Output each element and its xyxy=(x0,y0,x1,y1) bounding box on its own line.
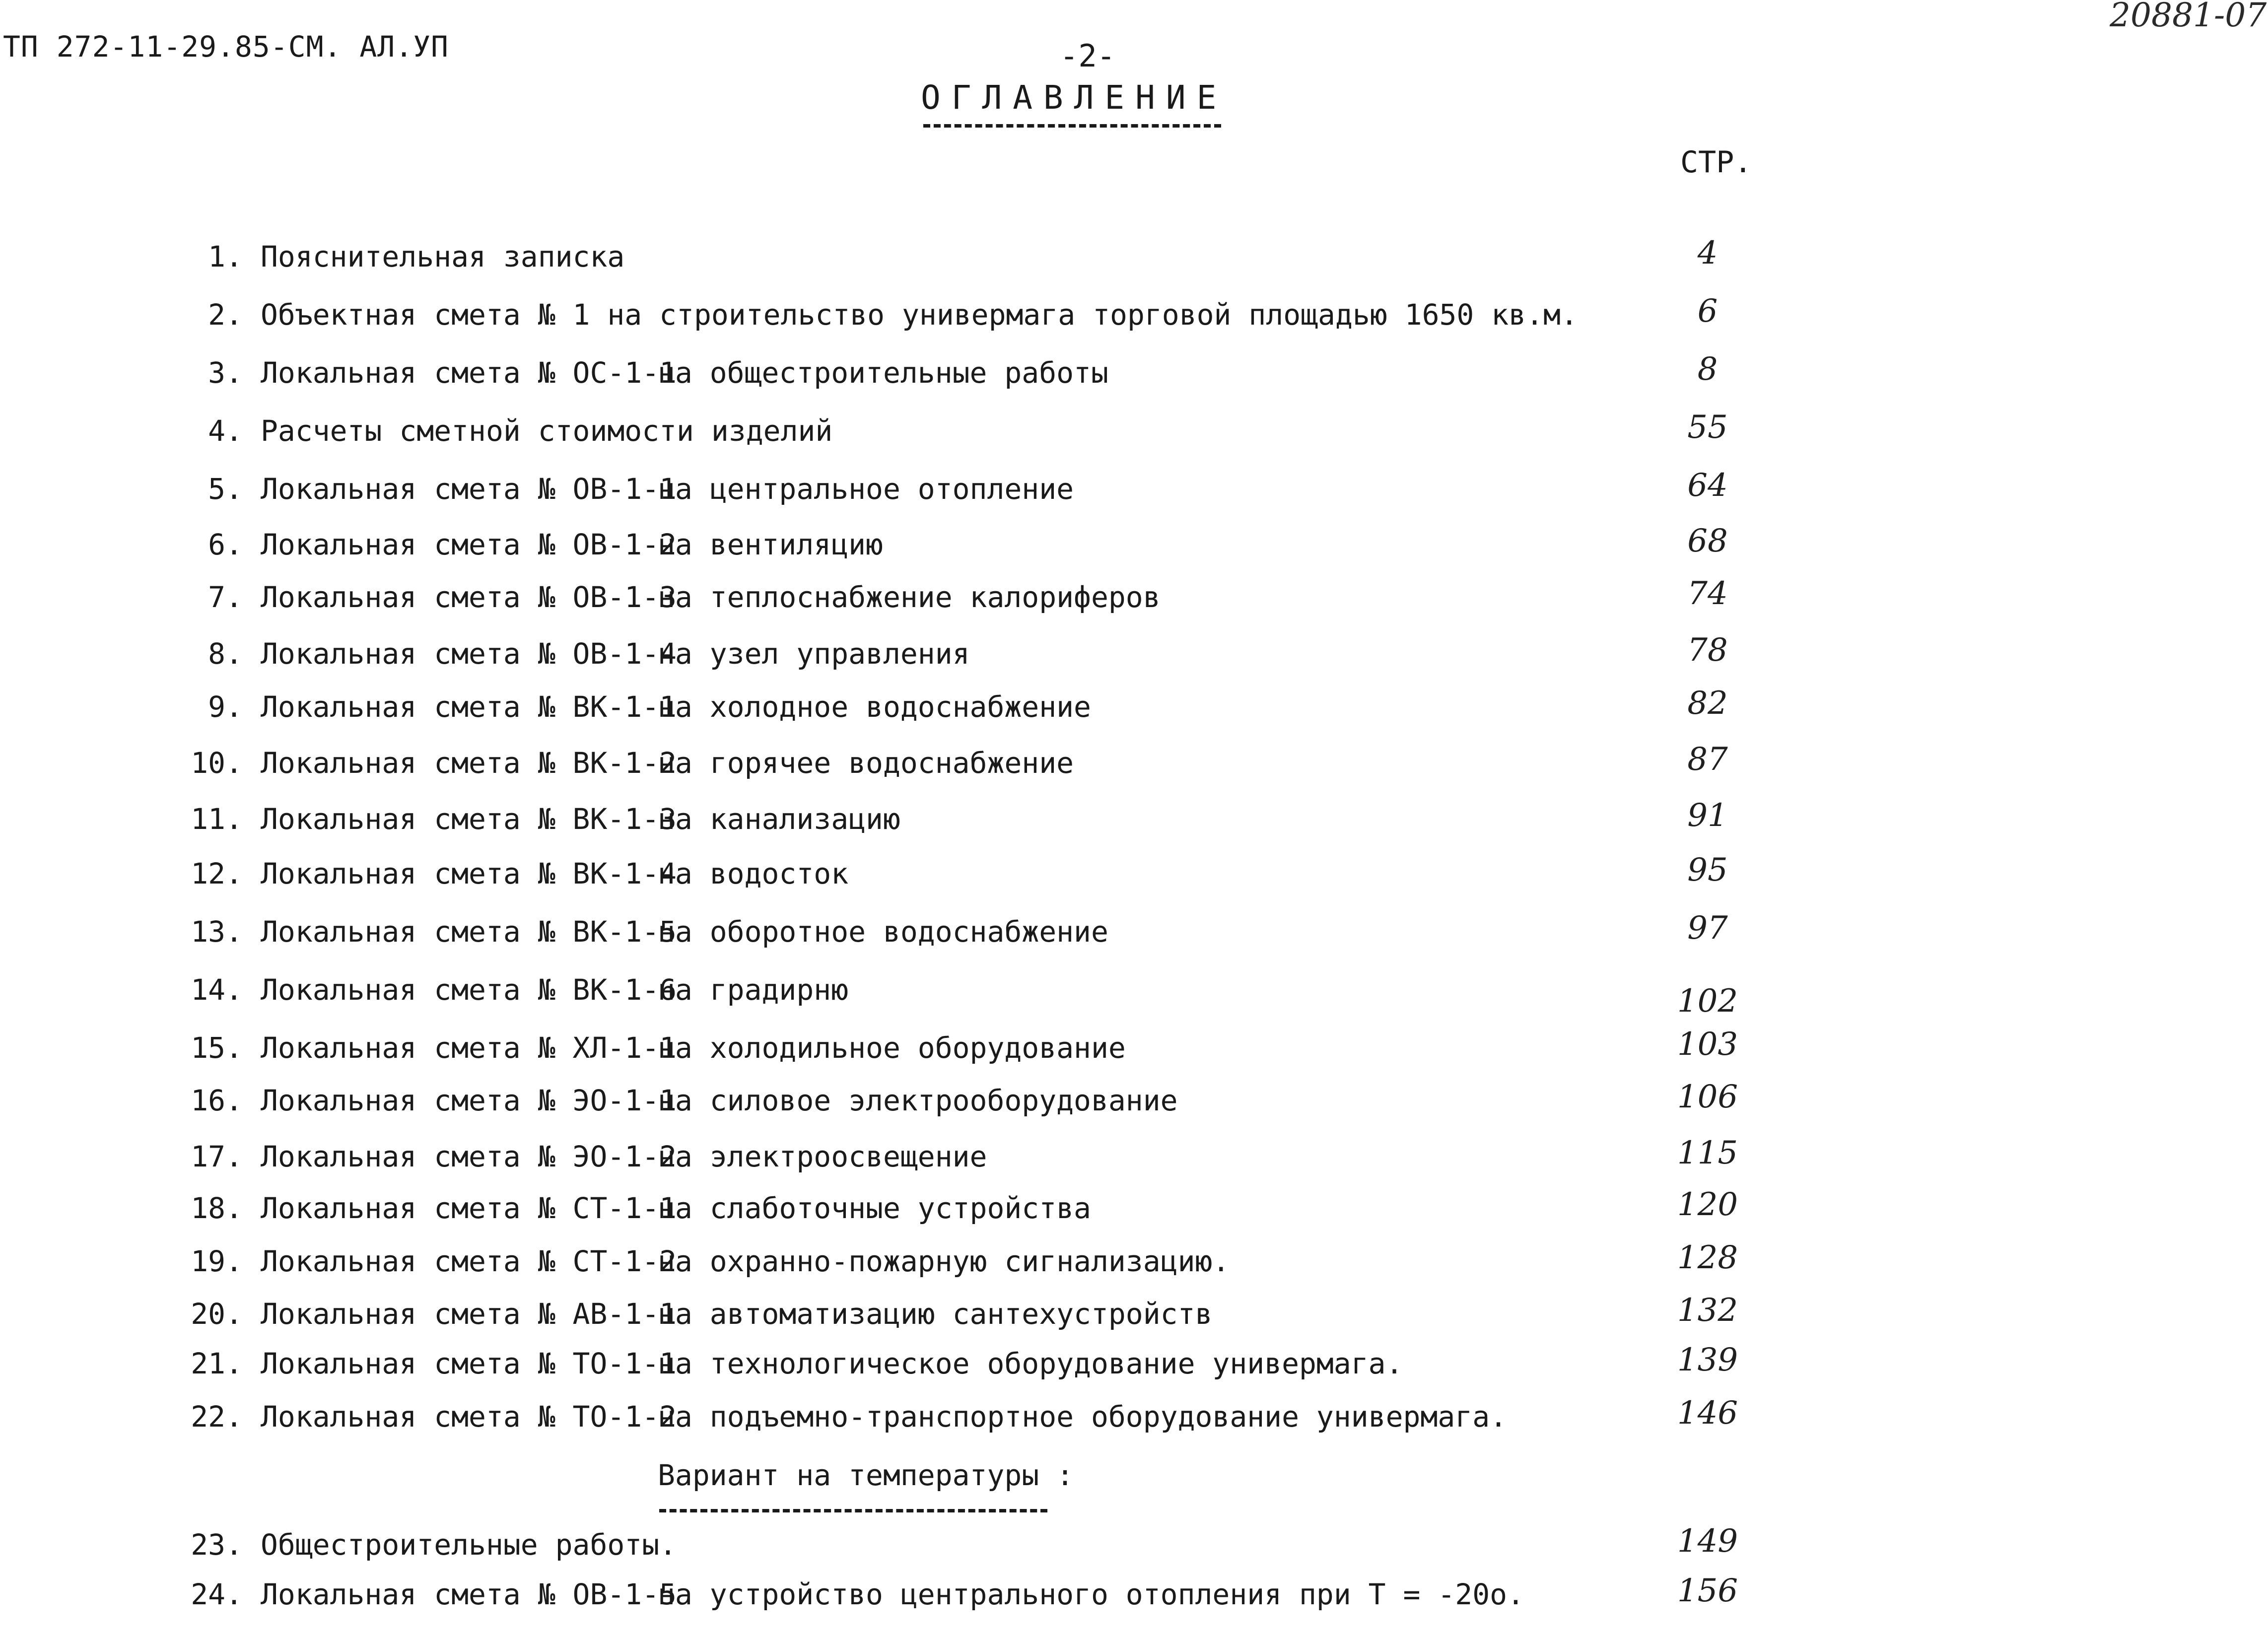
toc-item-number: 8. xyxy=(208,637,243,671)
toc-item-number: 20. xyxy=(191,1297,243,1331)
toc-item-number: 3. xyxy=(208,356,243,390)
toc-item-page: 146 xyxy=(1677,1395,1738,1432)
toc-item xyxy=(0,632,2268,677)
toc-item-title: Локальная смета № ТО-1-2 xyxy=(261,1400,677,1434)
toc-item-number: 15. xyxy=(191,1031,243,1065)
toc-item-number: 5. xyxy=(208,472,243,506)
toc-item xyxy=(0,351,2268,396)
toc-item-description: на водосток xyxy=(658,857,849,890)
toc-item-description: на охранно-пожарную сигнализацию. xyxy=(658,1244,1230,1278)
toc-item xyxy=(0,741,2268,786)
toc-item xyxy=(0,523,2268,567)
toc-item-page: 4 xyxy=(1697,235,1718,272)
toc-item-page: 64 xyxy=(1687,467,1728,504)
toc-item-page: 132 xyxy=(1677,1292,1738,1329)
toc-item-title: Локальная смета № СТ-1-2 xyxy=(261,1244,677,1278)
toc-item xyxy=(0,1342,2268,1386)
toc-item-page: 149 xyxy=(1677,1523,1738,1560)
toc-item-page: 74 xyxy=(1687,575,1728,612)
toc-item xyxy=(0,852,2268,896)
toc-item-description: на теплоснабжение калориферов xyxy=(658,580,1161,614)
toc-item-title: Локальная смета № ТО-1-1 xyxy=(261,1347,677,1380)
toc-item xyxy=(0,1026,2268,1071)
toc-item-page: 55 xyxy=(1687,409,1728,446)
toc-item-title: Локальная смета № ЭО-1-1 xyxy=(261,1084,677,1117)
page-number: -2- xyxy=(1060,38,1115,74)
toc-item-page: 87 xyxy=(1687,741,1728,778)
toc-item-title: Пояснительная записка xyxy=(261,240,625,274)
toc-item-title: Локальная смета № ЭО-1-2 xyxy=(261,1140,677,1173)
toc-item-number: 16. xyxy=(191,1084,243,1117)
toc-item-description: на силовое электрооборудование xyxy=(658,1084,1178,1117)
toc-item-number: 2. xyxy=(208,298,243,332)
toc-item xyxy=(0,1395,2268,1439)
toc-item-page: 6 xyxy=(1697,293,1718,330)
toc-item-title: Локальная смета № ОВ-1-1 xyxy=(261,472,677,506)
toc-item-number: 23. xyxy=(191,1528,243,1562)
toc-item xyxy=(0,973,2268,1020)
toc-item-page: 68 xyxy=(1687,523,1728,559)
toc-item-title: Локальная смета № ВК-1-4 xyxy=(261,857,677,890)
variant-section-title: Вариант на температуры : xyxy=(658,1458,1074,1492)
toc-item-title: Локальная смета № ВК-1-5 xyxy=(261,915,677,949)
toc-item-number: 21. xyxy=(191,1347,243,1380)
page-title: ОГЛАВЛЕНИЕ xyxy=(921,78,1228,117)
toc-item-page: 103 xyxy=(1677,1026,1738,1063)
toc-item-description: на градирню xyxy=(658,973,849,1007)
toc-item xyxy=(0,1079,2268,1123)
toc-item-number: 24. xyxy=(191,1577,243,1611)
toc-item-number: 13. xyxy=(191,915,243,949)
toc-item-description: на устройство центрального отопления при Т = -20о. xyxy=(658,1577,1524,1611)
toc-item-title: Локальная смета № ОВ-1-4 xyxy=(261,637,677,671)
toc-item-number: 7. xyxy=(208,580,243,614)
toc-variant-item xyxy=(0,1573,2268,1617)
toc-item xyxy=(0,467,2268,512)
document-code: ТП 272-11-29.85-СМ. АЛ.УП xyxy=(3,30,449,64)
toc-item-number: 9. xyxy=(208,690,243,724)
toc-item xyxy=(0,1239,2268,1284)
toc-item-number: 11. xyxy=(191,802,243,836)
toc-item xyxy=(0,1292,2268,1337)
toc-item xyxy=(0,235,2268,279)
toc-item-description: на центральное отопление xyxy=(658,472,1074,506)
toc-item-title: Локальная смета № ОВ-1-5 xyxy=(261,1577,677,1611)
toc-item-page: 82 xyxy=(1687,685,1728,722)
toc-item-description: на узел управления xyxy=(658,637,970,671)
toc-item-number: 17. xyxy=(191,1140,243,1173)
toc-item-title: Локальная смета № ВК-1-3 xyxy=(261,802,677,836)
toc-item-page: 115 xyxy=(1677,1135,1738,1171)
toc-item-title: Локальная смета № ВК-1-2 xyxy=(261,746,677,780)
toc-item-description: на холодное водоснабжение xyxy=(658,690,1091,724)
toc-item-description: на технологическое оборудование универмага. xyxy=(658,1347,1403,1380)
toc-item-number: 19. xyxy=(191,1244,243,1278)
toc-item xyxy=(0,1135,2268,1179)
toc-item-page: 8 xyxy=(1697,351,1718,388)
page-column-header: СТР. xyxy=(1680,145,1752,180)
toc-item xyxy=(0,797,2268,842)
toc-item xyxy=(0,685,2268,730)
toc-item-description: на канализацию xyxy=(658,802,900,836)
variant-section-underline xyxy=(659,1509,1047,1512)
toc-item-page: 106 xyxy=(1677,1079,1738,1115)
toc-item xyxy=(0,293,2268,338)
toc-item-title: Локальная смета № ВК-1-1 xyxy=(261,690,677,724)
toc-item-title: Расчеты сметной стоимости изделий xyxy=(261,414,833,448)
toc-item-description: на холодильное оборудование xyxy=(658,1031,1126,1065)
toc-item-page: 95 xyxy=(1687,852,1728,889)
toc-item-description: на вентиляцию xyxy=(658,528,883,561)
toc-item-title: Локальная смета № ХЛ-1-1 xyxy=(261,1031,677,1065)
toc-item-description: на автоматизацию сантехустройств xyxy=(658,1297,1213,1331)
toc-item-page: 128 xyxy=(1677,1239,1738,1276)
toc-item-title: Локальная смета № ВК-1-6 xyxy=(261,973,677,1007)
toc-item-title: Локальная смета № СТ-1-1 xyxy=(261,1191,677,1225)
toc-item-number: 18. xyxy=(191,1191,243,1225)
toc-item-number: 1. xyxy=(208,240,243,274)
toc-item-page: 120 xyxy=(1677,1186,1738,1223)
toc-item-number: 6. xyxy=(208,528,243,561)
toc-item-number: 12. xyxy=(191,857,243,890)
toc-item-description: на подъемно-транспортное оборудование универмага. xyxy=(658,1400,1508,1434)
toc-item-title: Локальная смета № АВ-1-1 xyxy=(261,1297,677,1331)
toc-item-page: 97 xyxy=(1687,910,1728,947)
archive-number: 20881-07 xyxy=(2110,0,2267,34)
toc-item-number: 4. xyxy=(208,414,243,448)
toc-item-description: на горячее водоснабжение xyxy=(658,746,1074,780)
toc-item xyxy=(0,910,2268,955)
toc-item-page: 78 xyxy=(1687,632,1728,669)
toc-variant-item xyxy=(0,1523,2268,1568)
toc-item-number: 14. xyxy=(191,973,243,1007)
toc-item-description: на общестроительные работы xyxy=(658,356,1108,390)
toc-item-title: Объектная смета № 1 на строительство универмага торговой площадью 1650 кв.м. xyxy=(261,298,1578,332)
toc-item-title: Общестроительные работы. xyxy=(261,1528,677,1562)
toc-item-description: на оборотное водоснабжение xyxy=(658,915,1108,949)
toc-item-description: на электроосвещение xyxy=(658,1140,987,1173)
toc-item-page: 91 xyxy=(1687,797,1728,834)
toc-item-page: 102 xyxy=(1677,983,1738,1020)
toc-item xyxy=(0,575,2268,620)
toc-item-description: на слаботочные устройства xyxy=(658,1191,1091,1225)
title-underline xyxy=(923,124,1221,128)
toc-item-number: 10. xyxy=(191,746,243,780)
toc-item-title: Локальная смета № ОВ-1-2 xyxy=(261,528,677,561)
toc-item-page: 156 xyxy=(1677,1573,1738,1609)
toc-item-title: Локальная смета № ОВ-1-3 xyxy=(261,580,677,614)
toc-item xyxy=(0,1186,2268,1231)
toc-item-title: Локальная смета № ОС-1-1 xyxy=(261,356,677,390)
toc-item xyxy=(0,409,2268,454)
toc-item-page: 139 xyxy=(1677,1342,1738,1378)
toc-item-number: 22. xyxy=(191,1400,243,1434)
